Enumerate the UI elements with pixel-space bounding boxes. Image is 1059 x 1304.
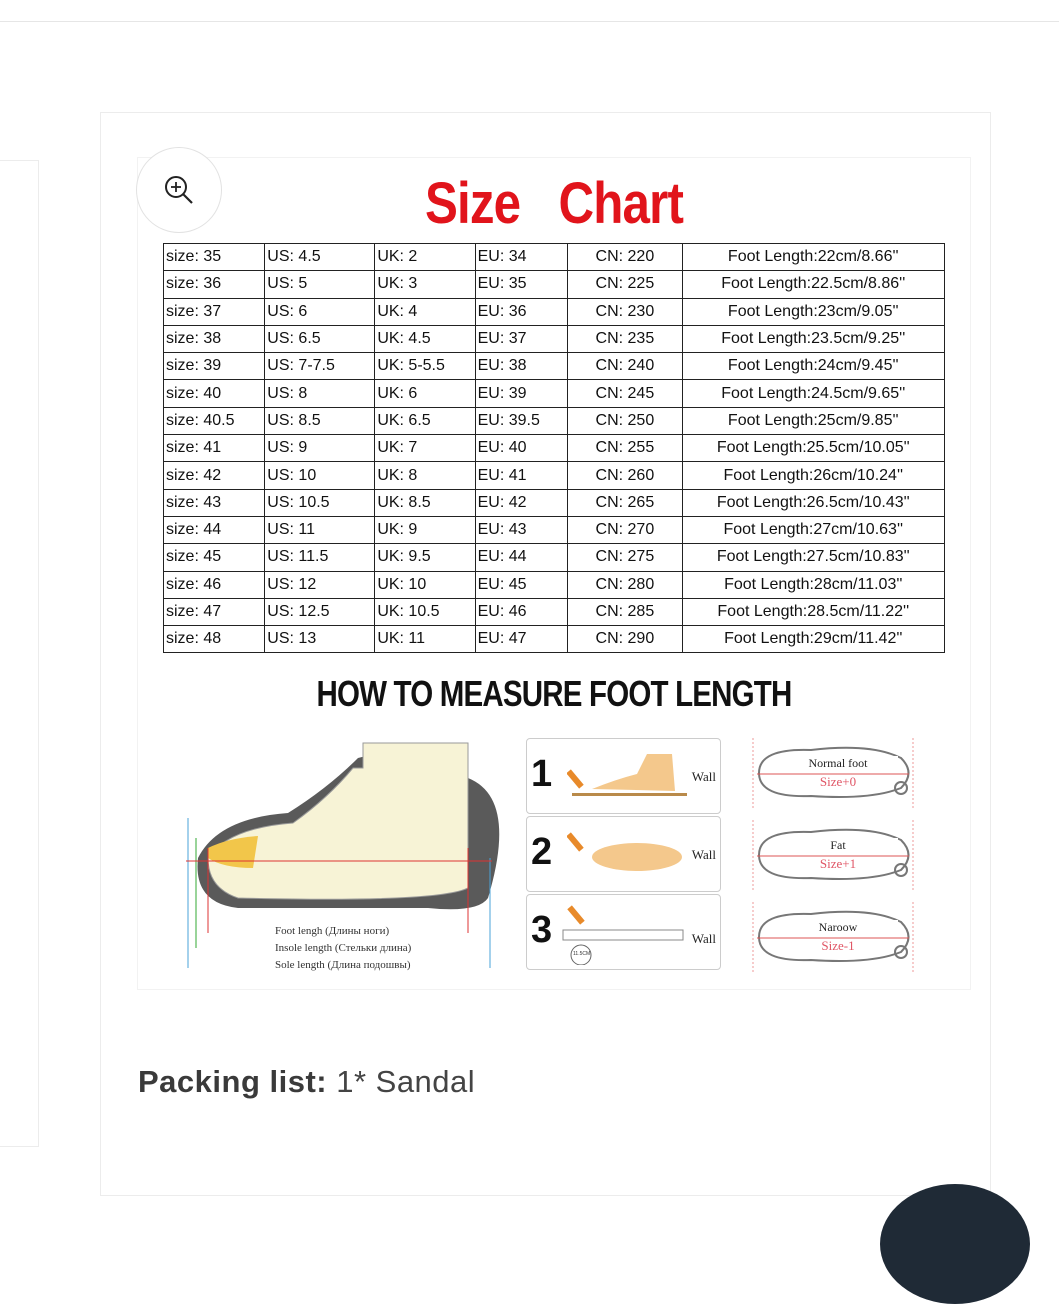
eu-cell: EU: 41 — [475, 462, 568, 489]
size-cell: size: 43 — [164, 489, 265, 516]
size-row — [164, 407, 945, 434]
size-chart-image[interactable] — [137, 157, 971, 990]
us-cell: US: 13 — [265, 626, 375, 653]
foot-length-cell: Foot Length:24cm/9.45'' — [682, 353, 944, 380]
cn-cell: CN: 255 — [568, 435, 682, 462]
size-row — [164, 353, 945, 380]
cn-cell: CN: 260 — [568, 462, 682, 489]
us-cell: US: 12 — [265, 571, 375, 598]
wall-label: Wall — [691, 931, 716, 946]
uk-cell: UK: 10.5 — [375, 598, 475, 625]
size-cell: size: 46 — [164, 571, 265, 598]
size-row — [164, 244, 945, 271]
size-table — [163, 243, 945, 653]
sole-length-label: Sole length (Длина подошвы) — [275, 959, 411, 971]
size-cell: size: 37 — [164, 298, 265, 325]
uk-cell: UK: 5-5.5 — [375, 353, 475, 380]
foot-length-cell: Foot Length:27cm/10.63'' — [682, 516, 944, 543]
howto-title: HOW TO MEASURE FOOT LENGTH — [316, 673, 792, 714]
size-cell: size: 45 — [164, 544, 265, 571]
foot-side-illustration — [567, 749, 687, 804]
uk-cell: UK: 9 — [375, 516, 475, 543]
foot-length-cell: Foot Length:26.5cm/10.43'' — [682, 489, 944, 516]
size-cell: size: 38 — [164, 325, 265, 352]
packing-list — [138, 1064, 475, 1100]
cn-cell: CN: 220 — [568, 244, 682, 271]
us-cell: US: 10 — [265, 462, 375, 489]
size-row — [164, 544, 945, 571]
foot-type-label: Normal foot — [778, 756, 898, 771]
size-row — [164, 516, 945, 543]
foot-size-adjust: Size-1 — [821, 938, 855, 953]
foot-length-cell: Foot Length:23cm/9.05'' — [682, 298, 944, 325]
size-row — [164, 271, 945, 298]
size-cell: size: 41 — [164, 435, 265, 462]
insole-length-label: Insole length (Стельки длина) — [275, 942, 412, 954]
uk-cell: UK: 9.5 — [375, 544, 475, 571]
packing-list-label: Packing list: — [138, 1064, 328, 1099]
uk-cell: UK: 8 — [375, 462, 475, 489]
foot-length-cell: Foot Length:28cm/11.03'' — [682, 571, 944, 598]
chat-button[interactable] — [880, 1184, 1030, 1304]
us-cell: US: 11 — [265, 516, 375, 543]
us-cell: US: 12.5 — [265, 598, 375, 625]
foot-length-cell: Foot Length:25cm/9.85'' — [682, 407, 944, 434]
uk-cell: UK: 4.5 — [375, 325, 475, 352]
step-1-panel — [526, 738, 721, 814]
cn-cell: CN: 290 — [568, 626, 682, 653]
size-cell: size: 47 — [164, 598, 265, 625]
us-cell: US: 5 — [265, 271, 375, 298]
us-cell: US: 9 — [265, 435, 375, 462]
cn-cell: CN: 285 — [568, 598, 682, 625]
us-cell: US: 7-7.5 — [265, 353, 375, 380]
foot-length-cell: Foot Length:22.5cm/8.86'' — [682, 271, 944, 298]
zoom-image-button[interactable] — [136, 147, 222, 233]
size-row — [164, 462, 945, 489]
ruler-label: 11.5CM — [573, 951, 591, 957]
step-3-panel — [526, 894, 721, 970]
foot-type-label: Fat — [778, 838, 898, 853]
wall-label: Wall — [691, 847, 716, 862]
eu-cell: EU: 36 — [475, 298, 568, 325]
foot-outline-icon — [751, 738, 916, 808]
us-cell: US: 10.5 — [265, 489, 375, 516]
foot-length-cell: Foot Length:22cm/8.66'' — [682, 244, 944, 271]
uk-cell: UK: 11 — [375, 626, 475, 653]
uk-cell: UK: 2 — [375, 244, 475, 271]
us-cell: US: 4.5 — [265, 244, 375, 271]
us-cell: US: 6.5 — [265, 325, 375, 352]
eu-cell: EU: 43 — [475, 516, 568, 543]
size-row — [164, 380, 945, 407]
eu-cell: EU: 47 — [475, 626, 568, 653]
uk-cell: UK: 7 — [375, 435, 475, 462]
step-2-panel — [526, 816, 721, 892]
uk-cell: UK: 3 — [375, 271, 475, 298]
cn-cell: CN: 245 — [568, 380, 682, 407]
size-cell: size: 40 — [164, 380, 265, 407]
zoom-in-icon — [162, 173, 196, 207]
side-panel — [0, 160, 39, 1147]
eu-cell: EU: 44 — [475, 544, 568, 571]
size-cell: size: 42 — [164, 462, 265, 489]
size-cell: size: 35 — [164, 244, 265, 271]
cn-cell: CN: 240 — [568, 353, 682, 380]
eu-cell: EU: 45 — [475, 571, 568, 598]
size-cell: size: 40.5 — [164, 407, 265, 434]
step-number: 3 — [531, 909, 553, 951]
foot-size-adjust: Size+1 — [819, 856, 857, 871]
foot-top-illustration — [567, 827, 687, 882]
size-row — [164, 571, 945, 598]
size-row — [164, 435, 945, 462]
foot-outline-icon — [751, 820, 916, 890]
cn-cell: CN: 235 — [568, 325, 682, 352]
us-cell: US: 8 — [265, 380, 375, 407]
cn-cell: CN: 270 — [568, 516, 682, 543]
foot-length-cell: Foot Length:26cm/10.24'' — [682, 462, 944, 489]
size-row — [164, 626, 945, 653]
us-cell: US: 11.5 — [265, 544, 375, 571]
eu-cell: EU: 37 — [475, 325, 568, 352]
size-cell: size: 44 — [164, 516, 265, 543]
foot-length-cell: Foot Length:23.5cm/9.25'' — [682, 325, 944, 352]
step-number: 1 — [531, 753, 553, 795]
cn-cell: CN: 230 — [568, 298, 682, 325]
uk-cell: UK: 4 — [375, 298, 475, 325]
foot-length-cell: Foot Length:24.5cm/9.65'' — [682, 380, 944, 407]
eu-cell: EU: 42 — [475, 489, 568, 516]
us-cell: US: 6 — [265, 298, 375, 325]
step-number: 2 — [531, 831, 553, 873]
eu-cell: EU: 40 — [475, 435, 568, 462]
uk-cell: UK: 10 — [375, 571, 475, 598]
size-row — [164, 298, 945, 325]
uk-cell: UK: 6 — [375, 380, 475, 407]
eu-cell: EU: 35 — [475, 271, 568, 298]
wall-label: Wall — [691, 769, 716, 784]
uk-cell: UK: 6.5 — [375, 407, 475, 434]
eu-cell: EU: 34 — [475, 244, 568, 271]
foot-type-label: Naroow — [778, 920, 898, 935]
eu-cell: EU: 46 — [475, 598, 568, 625]
cn-cell: CN: 225 — [568, 271, 682, 298]
size-row — [164, 325, 945, 352]
cn-cell: CN: 280 — [568, 571, 682, 598]
header-divider — [0, 21, 1059, 22]
size-cell: size: 39 — [164, 353, 265, 380]
foot-length-label: Foot lengh (Длины ноги) — [275, 925, 390, 937]
size-cell: size: 48 — [164, 626, 265, 653]
cn-cell: CN: 250 — [568, 407, 682, 434]
foot-length-cell: Foot Length:25.5cm/10.05'' — [682, 435, 944, 462]
size-cell: size: 36 — [164, 271, 265, 298]
packing-list-value: 1* Sandal — [327, 1064, 476, 1099]
size-row — [164, 598, 945, 625]
foot-outline-icon — [751, 902, 916, 972]
us-cell: US: 8.5 — [265, 407, 375, 434]
uk-cell: UK: 8.5 — [375, 489, 475, 516]
eu-cell: EU: 39 — [475, 380, 568, 407]
cn-cell: CN: 275 — [568, 544, 682, 571]
foot-length-cell: Foot Length:27.5cm/10.83'' — [682, 544, 944, 571]
foot-length-cell: Foot Length:28.5cm/11.22'' — [682, 598, 944, 625]
size-row — [164, 489, 945, 516]
cn-cell: CN: 265 — [568, 489, 682, 516]
foot-size-adjust: Size+0 — [819, 774, 857, 789]
size-chart-title: Size Chart — [424, 171, 684, 236]
foot-length-cell: Foot Length:29cm/11.42'' — [682, 626, 944, 653]
eu-cell: EU: 38 — [475, 353, 568, 380]
eu-cell: EU: 39.5 — [475, 407, 568, 434]
